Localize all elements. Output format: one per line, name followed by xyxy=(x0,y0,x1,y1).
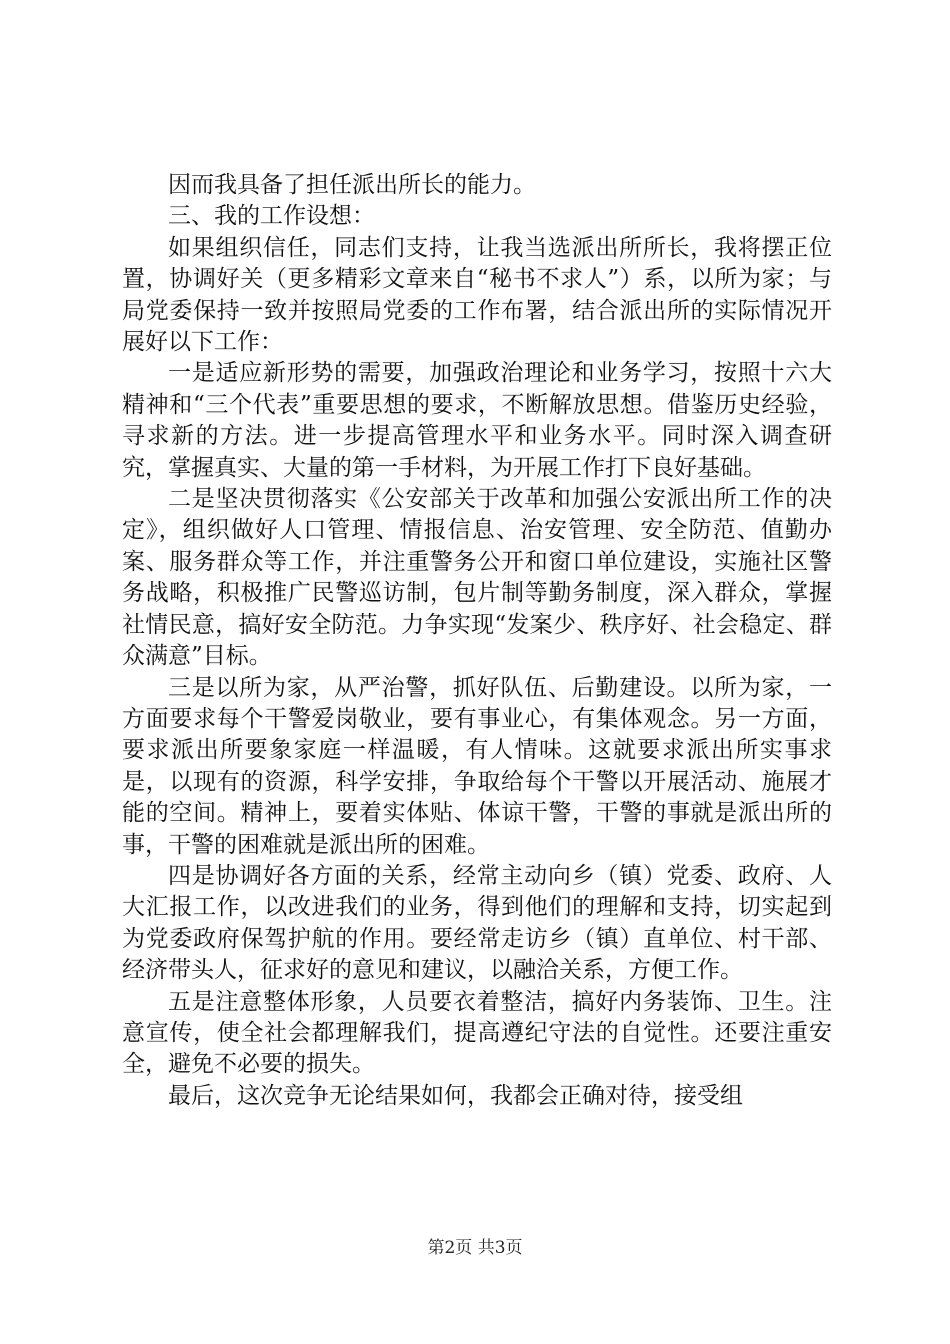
paragraph-intro: 如果组织信任，同志们支持，让我当选派出所所长，我将摆正位置，协调好关（更多精彩文章来自“秘书不求人”）系，以所为家；与局党委保持一致并按照局党委的工作布署，结合派出所的实际情况开展好以下工作： xyxy=(122,234,832,356)
paragraph-point-three: 三是以所为家，从严治警，抓好队伍、后勤建设。以所为家，一方面要求每个干警爱岗敬业，要有事业心，有集体观念。另一方面，要求派出所要象家庭一样温暖，有人情味。这就要求派出所实事求是，以现有的资源，科学安排，争取给每个干警以开展活动、施展才能的空间。精神上，要着实体贴、体谅干警，干警的事就是派出所的事，干警的困难就是派出所的困难。 xyxy=(122,674,832,858)
paragraph-closing: 最后，这次竞争无论结果如何，我都会正确对待，接受组 xyxy=(168,1082,743,1109)
paragraph-point-five: 五是注意整体形象，人员要衣着整洁，搞好内务装饰、卫生。注意宣传，使全社会都理解我们，提高遵纪守法的自觉性。还要注重安全，避免不必要的损失。 xyxy=(122,988,832,1078)
paragraph-point-one: 一是适应新形势的需要，加强政治理论和业务学习，按照十六大精神和“三个代表”重要思想的要求，不断解放思想。借鉴历史经验，寻求新的方法。进一步提高管理水平和业务水平。同时深入调查研究，掌握真实、大量的第一手材料，为开展工作打下良好基础。 xyxy=(122,360,832,481)
paragraph-ability: 因而我具备了担任派出所长的能力。 xyxy=(168,172,536,198)
page-number-footer: 第2页 共3页 xyxy=(427,1238,523,1258)
document-body xyxy=(122,170,832,1112)
paragraph-point-two: 二是坚决贯彻落实《公安部关于改革和加强公安派出所工作的决定》，组织做好人口管理、情报信息、治安管理、安全防范、值勤办案、服务群众等工作，并注重警务公开和窗口单位建设，实施社区警务战略，积极推广民警巡访制，包片制等勤务制度，深入群众，掌握社情民意，搞好安全防范。力争实现“发案少、秩序好、社会稳定、群众满意”目标。 xyxy=(122,486,832,670)
paragraph-point-four: 四是协调好各方面的关系，经常主动向乡（镇）党委、政府、人大汇报工作，以改进我们的业务，得到他们的理解和支持，切实起到为党委政府保驾护航的作用。要经常走访乡（镇）直单位、村干部、经济带头人，征求好的意见和建议，以融洽关系，方便工作。 xyxy=(122,862,832,984)
paragraph-section-heading: 三、我的工作设想： xyxy=(168,203,375,230)
